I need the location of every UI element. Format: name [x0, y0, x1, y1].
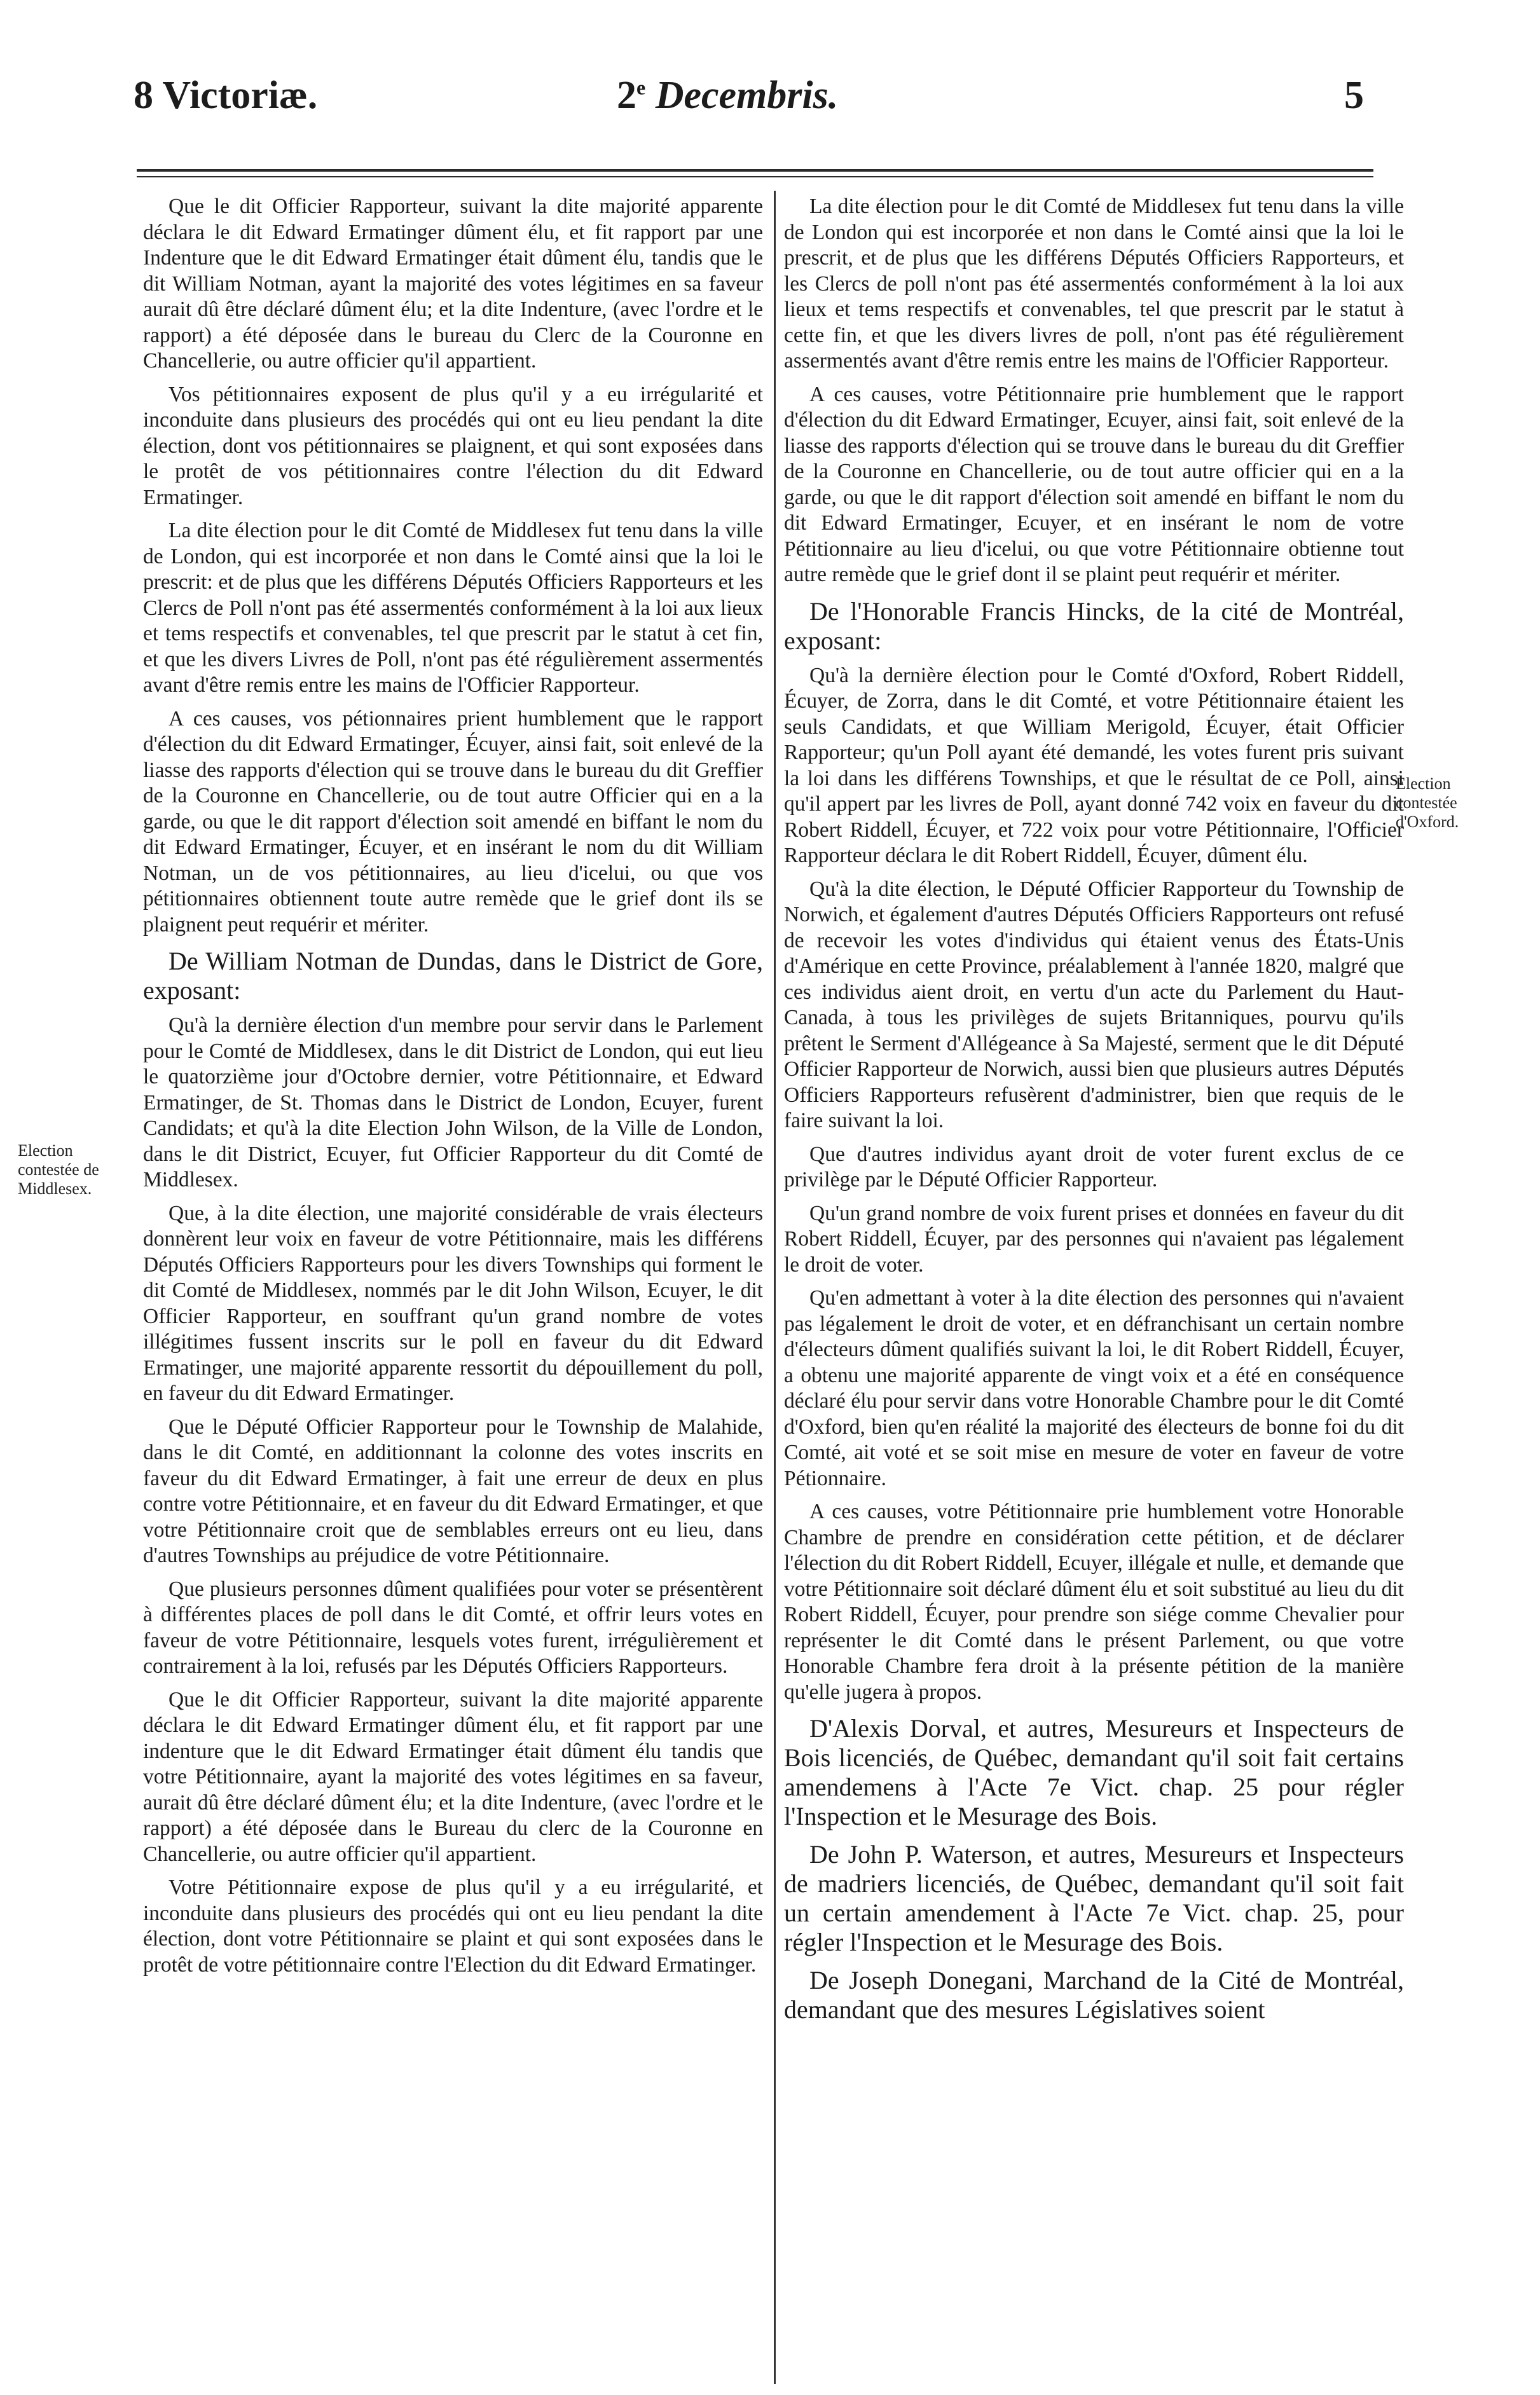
header-rule-thick [137, 169, 1373, 172]
header-day: 2 [617, 74, 636, 117]
petition-heading: De l'Honorable Francis Hincks, de la cité de Montréal, exposant: [784, 596, 1404, 655]
right-column [784, 194, 1404, 2032]
paragraph: A ces causes, votre Pétitionnaire prie humblement que le rapport d'élection du dit Edward Ermatinger, Ecuyer, ainsi fait, soit enlevé de la liasse des rapports d'élection qui se trouve dans le bureau du dit Greffier de la Couronne en Chancellerie, ou de tout autre officier qui en a la garde, ou que le dit rapport d'élection soit amendé en biffant le nom du dit Edward Ermatinger, Ecuyer, et en insérant le nom de votre Pétitionnaire au lieu d'icelui, ou que votre Pétitionnaire obtienne tout autre remède que le grief dont il se plaint peut requérir et mériter. [784, 382, 1404, 586]
paragraph: Qu'à la dernière élection d'un membre pour servir dans le Parlement pour le Comté de Middlesex, dans le dit District de London, qui eut lieu le quatorzième jour d'Octobre dernier, votre Pétitionnaire, et Edward Ermatinger, de St. Thomas dans le District de London, Ecuyer, furent Candidats; et qu'à la dite Election John Wilson, de la Ville de London, dans le dit District, Ecuyer, fut Officier Rapporteur du dit Comté de Middlesex. [143, 1013, 763, 1191]
margin-note-middlesex: Election contestée de Middlesex. [18, 1141, 99, 1198]
paragraph: Vos pétitionnaires exposent de plus qu'il y a eu irrégularité et inconduite dans plusieurs des procédés qui ont eu lieu pendant la dite élection, dont vos pétitionnaires se plaignent, et qui sont exposées dans le protêt de vos pétitionnaires contre l'élection du dit Edward Ermatinger. [143, 382, 763, 509]
paragraph: Que le dit Officier Rapporteur, suivant la dite majorité apparente déclara le dit Edward Ermatinger dûment élu, et fit rapport par une Indenture que le dit Edward Ermatinger était dûment élu, tandis que le dit William Notman, ayant la majorité des votes légitimes en sa faveur aurait dû être déclaré dûment élu; et la dite Indenture, (avec l'ordre et le rapport) a été déposée dans le bureau du Clerc de la Couronne en Chancellerie, ou autre officier qu'il appartient. [143, 195, 763, 373]
margin-note-oxford: Election contestée d'Oxford. [1396, 774, 1459, 831]
paragraph: Qu'un grand nombre de voix furent prises et données en faveur du dit Robert Riddell, Écuyer, par des personnes qui n'avaient pas légalement le droit de voter. [784, 1201, 1404, 1277]
paragraph: La dite élection pour le dit Comté de Middlesex fut tenu dans la ville de London qui est incorporée et non dans le Comté ainsi que la loi le prescrit, et de plus que les différens Députés Officiers Rapporteurs, et les Clercs de poll n'ont pas été assermentés conformément à la loi aux lieux et tems respectifs et convenables, tel que prescrit par le statut à cette fin, et que les divers livres de poll, n'ont pas été régulièrement assermentés avant d'être remis entre les mains de l'Officier Rapporteur. [784, 195, 1404, 373]
paragraph: La dite élection pour le dit Comté de Middlesex fut tenu dans la ville de London, qui est incorporée et non dans le Comté ainsi que la loi le prescrit: et de plus que les différens Députés Officiers Rapporteurs et les Clercs de Poll n'ont pas été assermentés conformément à la loi aux lieux et tems respectifs et convenables, tel que prescrit par le statut à cet fin, et que les divers Livres de Poll, n'ont pas été régulièrement assermentés avant d'être remis entre les mains de l'Officier Rapporteur. [143, 519, 763, 697]
header-month: Decembris. [655, 74, 839, 117]
petition-heading: De William Notman de Dundas, dans le District de Gore, exposant: [143, 947, 763, 1005]
header-rule-thin [137, 176, 1373, 177]
paragraph: Qu'en admettant à voter à la dite élection des personnes qui n'avaient pas légalement le droit de voter, et en défranchisant un certain nombre d'électeurs dûment qualifiés suivant la loi, le dit Robert Riddell, Écuyer, a obtenu une majorité apparente de vingt voix et a été en conséquence déclaré élu pour servir dans votre Honorable Chambre pour le dit Comté d'Oxford, bien qu'en réalité la majorité des électeurs de bonne foi du dit Comté, ait voté et se soit mise en mesure de voter en faveur de votre Pétionnaire. [784, 1286, 1404, 1490]
page-header [127, 64, 1370, 127]
page-number: 5 [1344, 74, 1364, 117]
paragraph: A ces causes, vos pétionnaires prient humblement que le rapport d'élection du dit Edward Ermatinger, Écuyer, ainsi fait, soit enlevé de la liasse des rapports d'élection qui se trouve dans le bureau du dit Greffier de la Couronne en Chancellerie, ou de tout autre Officier qui en a la garde, ou que le dit rapport d'élection soit amendé en biffant le nom du dit Edward Ermatinger, Écuyer, et en insérant le nom du dit William Notman, un de vos pétitionnaires, au lieu d'icelui, ou que vos pétitionnaires obtiennent toute autre remède que le grief dont ils se plaignent peut requérir et mériter. [143, 706, 763, 937]
paragraph: A ces causes, votre Pétitionnaire prie humblement votre Honorable Chambre de prendre en considération cette pétition, et de déclarer l'élection du dit Robert Riddell, Ecuyer, illégale et nulle, et demande que votre Pétitionnaire soit déclaré dûment élu et soit substitué au lieu du dit Robert Riddell, Écuyer, pour prendre son siége comme Chevalier pour représenter le dit Comté dans le présent Parlement, ou que votre Honorable Chambre fera droit à la présente pétition de la manière qu'elle jugera à propos. [784, 1500, 1404, 1704]
petition-heading: De Joseph Donegani, Marchand de la Cité de Montréal, demandant que des mesures Législatives soient [784, 1966, 1404, 2024]
header-volume: 8 Victoriæ. [134, 74, 318, 117]
paragraph: Qu'à la dernière élection pour le Comté d'Oxford, Robert Riddell, Écuyer, de Zorra, dans le dit Comté, et votre Pétitionnaire étaient les seuls Candidats, et que William Merigold, Écuyer, était Officier Rapporteur; qu'un Poll ayant été demandé, les votes furent pris suivant la loi dans les différens Townships, et que le résultat de ce Poll, ainsi qu'il appert par les livres de Poll, ayant donné 742 voix en faveur du dit Robert Riddell, Écuyer, et 722 voix pour votre Pétitionnaire, l'Officier Rapporteur déclara le dit Robert Riddell, Écuyer, dûment élu. [784, 663, 1404, 867]
paragraph: Que le Député Officier Rapporteur pour le Township de Malahide, dans le dit Comté, en additionnant la colonne des votes inscrits en faveur du dit Edward Ermatinger, à fait une erreur de deux en plus contre votre Pétitionnaire, et en faveur du dit Edward Ermatinger, et que votre Pétitionnaire croit que de semblables erreurs ont eu lieu, dans d'autres Townships au préjudice de votre Pétitionnaire. [143, 1415, 763, 1567]
paragraph: Que d'autres individus ayant droit de voter furent exclus de ce privilège par le Député Officier Rapporteur. [784, 1142, 1404, 1191]
paragraph: Que le dit Officier Rapporteur, suivant la dite majorité apparente déclara le dit Edward Ermatinger dûment élu, et fit rapport par une indenture que le dit Edward Ermatinger était dûment élu tandis que votre Pétitionnaire, ayant la majorité des votes légitimes en sa faveur, aurait dû être déclaré dûment élu; et la dite Indenture, (avec l'ordre et le rapport) a été déposée dans le Bureau du clerc de la Couronne en Chancellerie, ou autre officier qu'il appartient. [143, 1687, 763, 1866]
header-date [617, 73, 838, 118]
petition-heading: D'Alexis Dorval, et autres, Mesureurs et Inspecteurs de Bois licenciés, de Québec, demandant qu'il soit fait certains amendemens à l'Acte 7e Vict. chap. 25 pour régler l'Inspection et le Mesurage des Bois. [784, 1714, 1404, 1830]
left-column [143, 194, 763, 1986]
header-day-sup: e [636, 76, 646, 99]
paragraph: Que, à la dite élection, une majorité considérable de vrais électeurs donnèrent leur voix en faveur de votre Pétitionnaire, mais les différens Députés Officiers Rapporteurs pour les divers Townships qui forment le dit Comté de Middlesex, nommés par le dit John Wilson, Ecuyer, le dit Officier Rapporteur, en souffrant qu'un grand nombre de votes illégitimes fussent inscrits sur le poll en faveur du dit Edward Ermatinger, une majorité apparente ressortit du dépouillement du poll, en faveur du dit Edward Ermatinger. [143, 1201, 763, 1405]
paragraph: Que plusieurs personnes dûment qualifiées pour voter se présentèrent à différentes places de poll dans le dit Comté, et offrir leurs votes en faveur de votre Pétitionnaire, lesquels votes furent, irrégulièrement et contrairement à la loi, refusés par les Députés Officiers Rapporteurs. [143, 1577, 763, 1678]
petition-heading: De John P. Waterson, et autres, Mesureurs et Inspecteurs de madriers licenciés, de Québec, demandant qu'il soit fait un certain amendement à l'Acte 7e Vict. chap. 25, pour régler l'Inspection et le Mesurage des Bois. [784, 1840, 1404, 1956]
paragraph: Votre Pétitionnaire expose de plus qu'il y a eu irrégularité, et inconduite dans plusieurs des procédés qui ont eu lieu pendant la dite élection, dont votre Pétitionnaire se plaint et qui sont exposées dans le protêt de votre pétitionnaire contre l'Election du dit Edward Ermatinger. [143, 1876, 763, 1977]
paragraph: Qu'à la dite élection, le Député Officier Rapporteur du Township de Norwich, et également d'autres Députés Officiers Rapporteurs ont refusé de recevoir les votes d'individus qui étaient venus des États-Unis d'Amérique en cette Province, préalablement à l'année 1820, malgré que ces individus aient droit, en vertu d'un acte du Parlement du Haut-Canada, à tous les privilèges de sujets Britanniques, pourvu qu'ils prêtent le Serment d'Allégeance à Sa Majesté, serment que le dit Député Officier Rapporteur de Norwich, aussi bien que plusieurs autres Députés Officiers Rapporteurs refusèrent d'administrer, bien que requis de le faire suivant la loi. [784, 877, 1404, 1132]
column-divider [774, 191, 776, 2384]
